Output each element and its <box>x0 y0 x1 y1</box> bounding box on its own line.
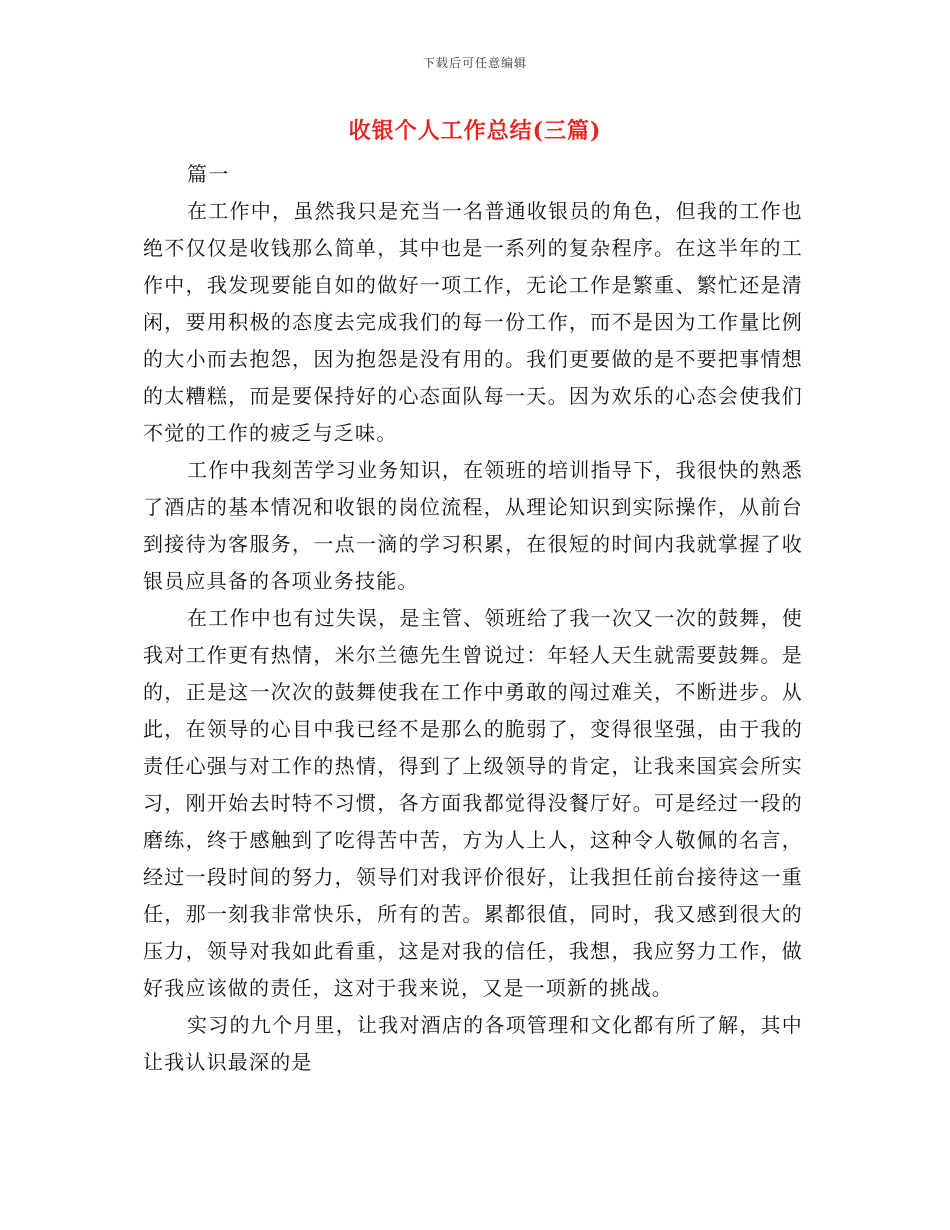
paragraph-4: 实习的九个月里，让我对酒店的各项管理和文化都有所了解，其中让我认识最深的是 <box>143 1013 803 1074</box>
paragraph-2: 工作中我刻苦学习业务知识，在领班的培训指导下，我很快的熟悉了酒店的基本情况和收银的岗位流程，从理论知识到实际操作，从前台到接待为客服务，一点一滴的学习积累，在很短的时间内我就掌握了收银员应具备的各项业务技能。 <box>143 458 803 593</box>
paragraph-3: 在工作中也有过失误，是主管、领班给了我一次又一次的鼓舞，使我对工作更有热情，米尔兰德先生曾说过：年轻人天生就需要鼓舞。是的，正是这一次次的鼓舞使我在工作中勇敢的闯过难关，不断进步。从此，在领导的心目中我已经不是那么的脆弱了，变得很坚强，由于我的责任心强与对工作的热情，得到了上级领导的肯定，让我来国宾会所实习，刚开始去时特不习惯，各方面我都觉得没餐厅好。可是经过一段的磨练，终于感触到了吃得苦中苦，方为人上人，这种令人敬佩的名言，经过一段时间的努力，领导们对我评价很好，让我担任前台接待这一重任，那一刻我非常快乐，所有的苦。累都很值，同时，我又感到很大的压力，领导对我如此看重，这是对我的信任，我想，我应努力工作，做好我应该做的责任，这对于我来说，又是一项新的挑战。 <box>143 606 803 1000</box>
document-body <box>143 156 803 1081</box>
document-title: 收银个人工作总结(三篇) <box>348 118 602 144</box>
paragraph-1: 在工作中，虽然我只是充当一名普通收银员的角色，但我的工作也绝不仅仅是收钱那么简单，其中也是一系列的复杂程序。在这半年的工作中，我发现要能自如的做好一项工作，无论工作是繁重、繁忙还是清闲，要用积极的态度去完成我们的每一份工作，而不是因为工作量比例的大小而去抱怨，因为抱怨是没有用的。我们更要做的是不要把事情想的太糟糕，而是要保持好的心态面队每一天。因为欢乐的心态会使我们不觉的工作的疲乏与乏味。 <box>143 199 803 445</box>
section-label: 篇一 <box>187 162 230 186</box>
download-note: 下载后可任意编辑 <box>422 56 527 70</box>
